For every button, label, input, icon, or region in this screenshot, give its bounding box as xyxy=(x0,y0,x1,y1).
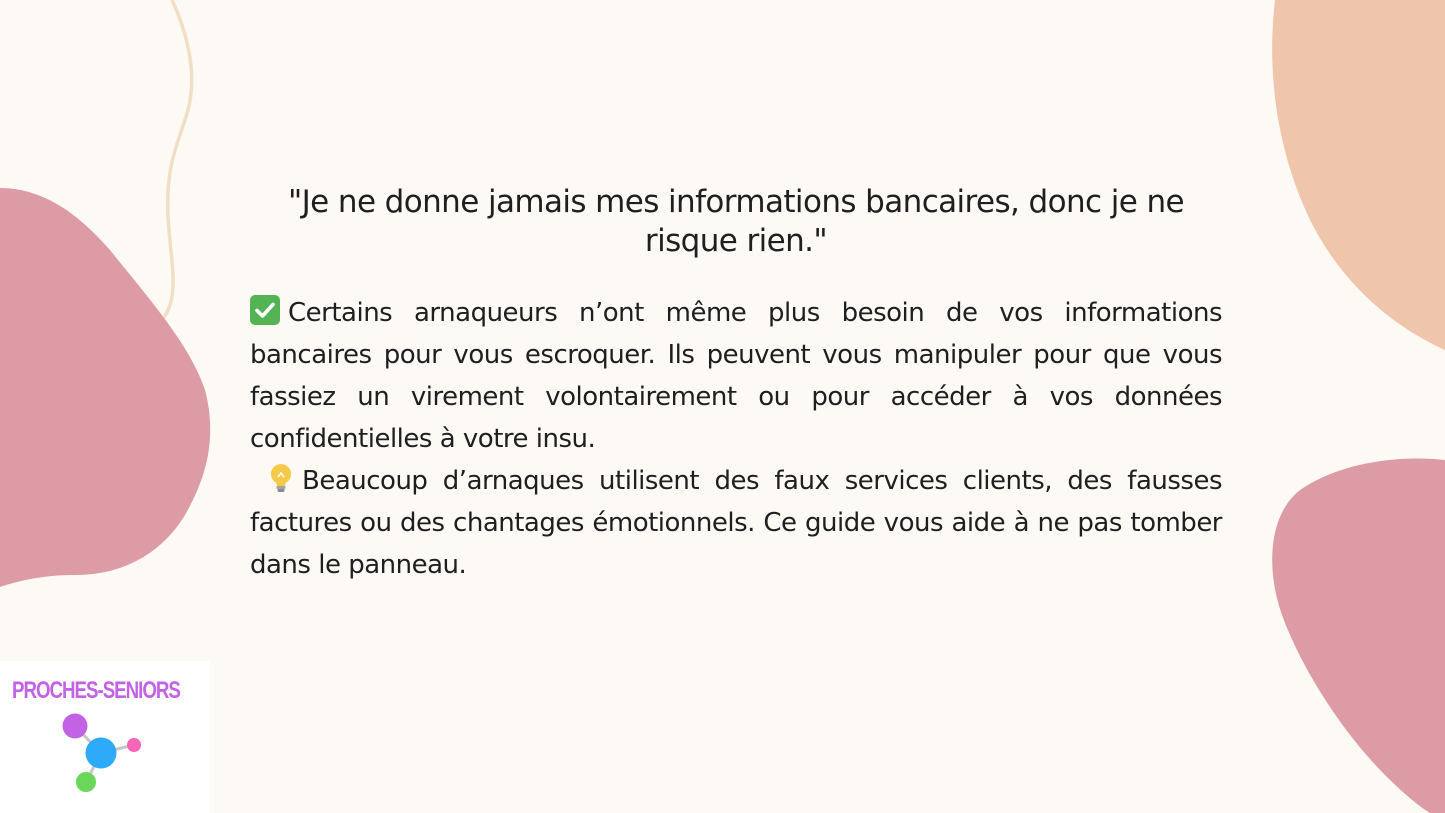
molecule-network-icon xyxy=(0,661,210,813)
pink-blob-bottom-right xyxy=(1272,459,1445,813)
light-bulb-icon xyxy=(268,462,294,494)
logo-text: PROCHES-SENIORS xyxy=(12,677,180,704)
paragraph-check xyxy=(250,292,1222,460)
slide-heading: "Je ne donne jamais mes informations bancaires, donc je ne risque rien." xyxy=(287,184,1184,259)
paragraph-text: Beaucoup d’arnaques utilisent des faux services clients, des fausses factures ou des chantages émotionnels. Ce guide vous aide à ne pas tomber dans le panneau. xyxy=(250,466,1222,580)
paragraph-text: Certains arnaqueurs n’ont même plus besoin de vos informations bancaires pour vous escroquer. Ils peuvent vous manipuler pour que vous fassiez un virement volontairement ou pour accéder à vos données confidentielles à votre insu. xyxy=(250,298,1222,454)
slide-content xyxy=(250,183,1222,586)
proches-seniors-logo xyxy=(0,661,210,813)
check-mark-icon xyxy=(250,295,280,325)
slide-body xyxy=(250,292,1222,586)
cream-wavy-line xyxy=(160,0,192,322)
peach-blob-top-right xyxy=(1272,0,1445,350)
paragraph-bulb xyxy=(250,460,1222,586)
pink-blob-left xyxy=(0,188,210,587)
